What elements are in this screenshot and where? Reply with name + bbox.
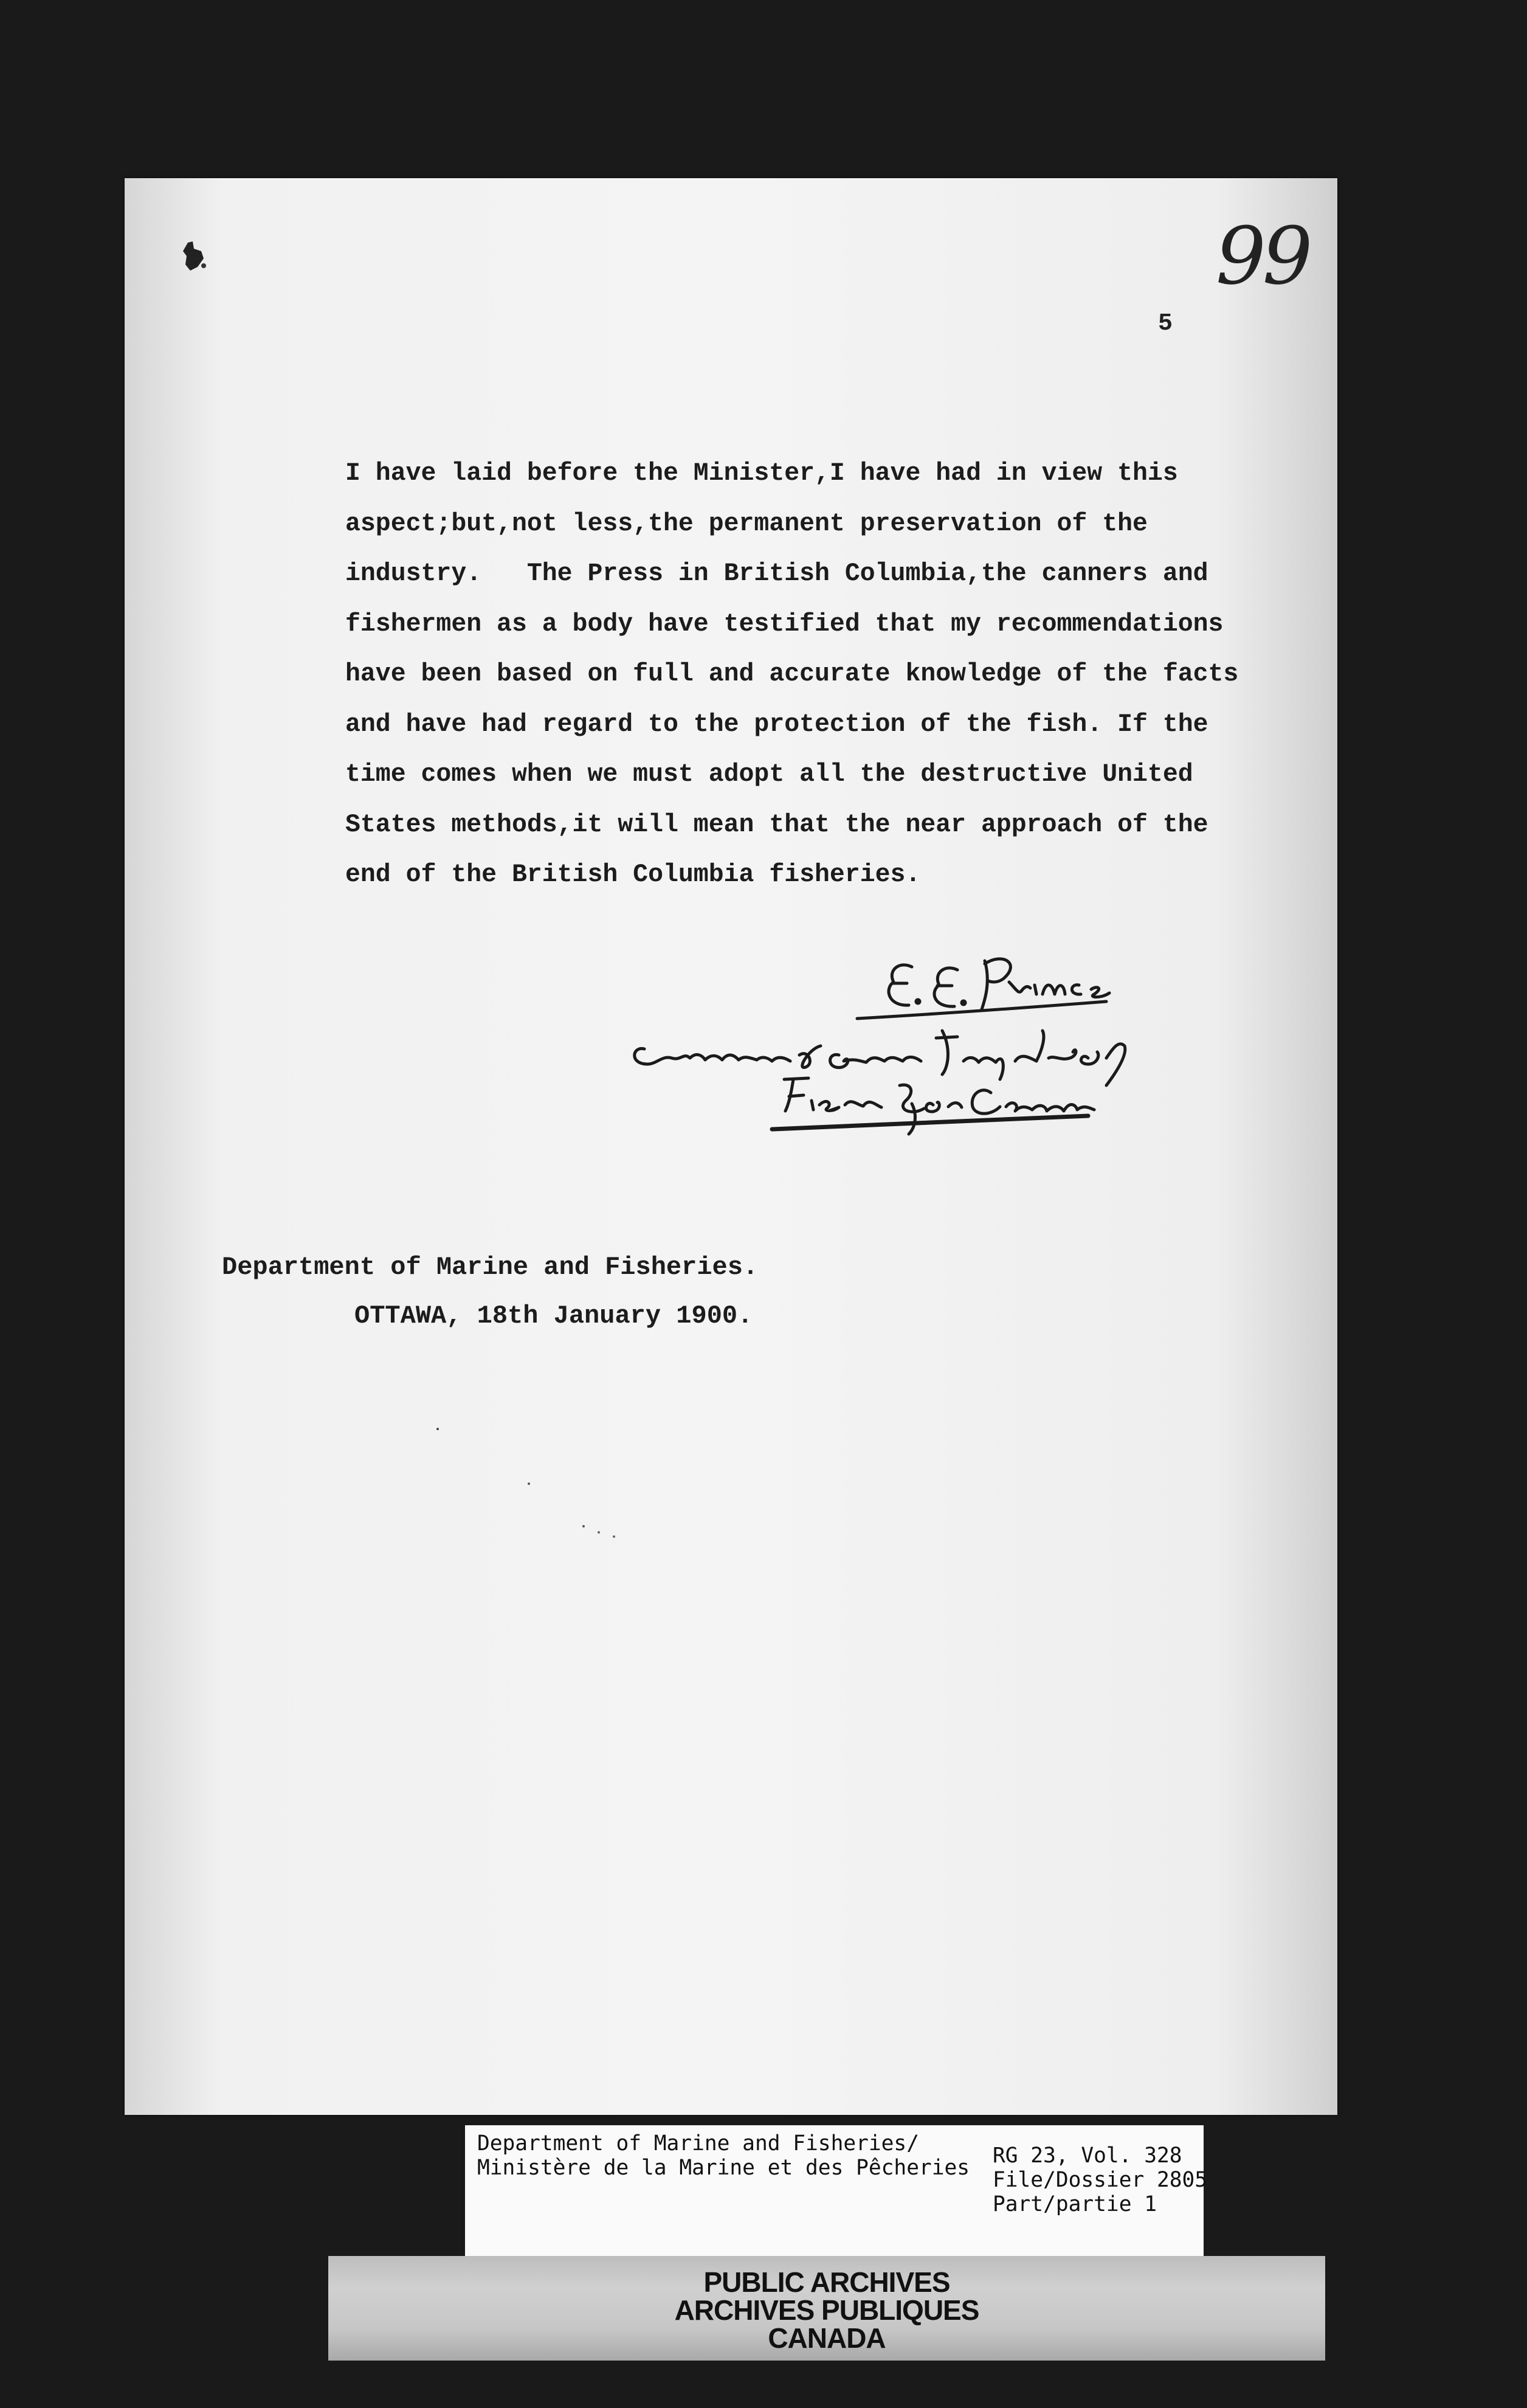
label-line: Ministère de la Marine et des Pêcheries <box>477 2156 970 2180</box>
body-line: have been based on full and accurate knowledge of the facts <box>345 660 1239 688</box>
stamp-line: PUBLIC ARCHIVES <box>703 2266 950 2298</box>
body-line: and have had regard to the protection of the fish. If the <box>345 710 1208 739</box>
page-number: 5 <box>1158 310 1173 337</box>
paper-specks <box>426 1417 669 1551</box>
body-line: I have laid before the Minister,I have had in view this <box>345 459 1178 488</box>
body-line: time comes when we must adopt all the destructive United <box>345 760 1193 789</box>
archives-stamp <box>328 2256 1325 2361</box>
handwritten-signature <box>626 933 1283 1140</box>
body-line: fishermen as a body have testified that my recommendations <box>345 609 1224 638</box>
folio-number: 99 <box>1216 210 1309 302</box>
body-line: States methods,it will mean that the near approach of the <box>345 810 1208 839</box>
department-signoff: Department of Marine and Fisheries. <box>222 1253 759 1282</box>
label-reference <box>993 2143 1207 2216</box>
stamp-line: ARCHIVES PUBLIQUES <box>674 2294 979 2326</box>
archives-stamp-text <box>328 2268 1325 2352</box>
label-department <box>477 2131 970 2180</box>
date-line: OTTAWA, 18th January 1900. <box>354 1301 753 1330</box>
body-line: industry. The Press in British Columbia,the canners and <box>345 559 1208 588</box>
body-line: end of the British Columbia fisheries. <box>345 860 921 889</box>
archive-reference-label <box>465 2125 1208 2260</box>
letter-body <box>345 449 1245 901</box>
body-line: aspect;but,not less,the permanent preservation of the <box>345 509 1148 538</box>
ink-blot-mark <box>179 240 209 274</box>
label-line: Part/partie 1 <box>993 2192 1157 2216</box>
label-line: File/Dossier 2805 <box>993 2168 1208 2192</box>
label-line: RG 23, Vol. 328 <box>993 2143 1182 2168</box>
label-line: Department of Marine and Fisheries/ <box>477 2131 919 2156</box>
stamp-line: CANADA <box>768 2322 886 2354</box>
